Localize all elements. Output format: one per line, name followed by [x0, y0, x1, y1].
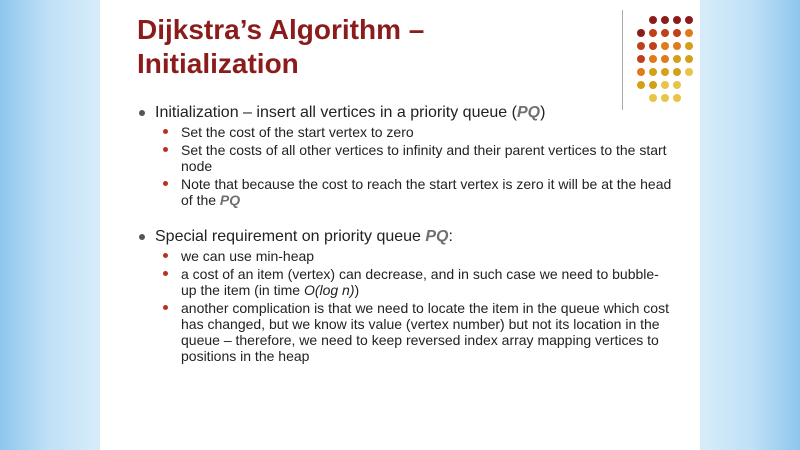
decorative-dot — [661, 81, 669, 89]
decorative-dot — [637, 29, 645, 37]
decorative-dot — [673, 16, 681, 24]
decorative-dot — [637, 42, 645, 50]
sub-bullet-head-of-pq: Note that because the cost to reach the start vertex is zero it will be at the head of the PQ — [133, 176, 673, 208]
sub-bullet-start-cost: Set the cost of the start vertex to zero — [133, 124, 673, 140]
decorative-dot — [637, 55, 645, 63]
decorative-dot — [649, 16, 657, 24]
decorative-dot — [685, 55, 693, 63]
decorative-dot — [649, 29, 657, 37]
bullet-list — [133, 103, 673, 364]
decorative-dot — [637, 68, 645, 76]
decorative-dot — [673, 29, 681, 37]
decorative-dot — [637, 81, 645, 89]
decorative-dot — [673, 55, 681, 63]
sub-bullet-other-costs: Set the costs of all other vertices to infinity and their parent vertices to the start node — [133, 142, 673, 174]
bullet-special-requirement: Special requirement on priority queue PQ: — [133, 227, 673, 246]
decorative-dot — [685, 16, 693, 24]
slide — [100, 0, 700, 450]
slide-title-line-1: Dijkstra’s Algorithm – — [137, 14, 425, 45]
sub-bullet-reverse-index: another complication is that we need to locate the item in the queue which cost has changed, but we know its value (vertex number) but not its location in the queue – therefore, we need to keep reversed index array mapping vertices to positions in the heap — [133, 300, 673, 364]
decorative-dot — [649, 81, 657, 89]
decorative-dot — [649, 55, 657, 63]
sub-bullet-min-heap: we can use min-heap — [133, 248, 673, 264]
decorative-dot — [673, 81, 681, 89]
decorative-dot — [661, 42, 669, 50]
decorative-dot — [661, 16, 669, 24]
decorative-dot — [673, 68, 681, 76]
decorative-dot — [649, 94, 657, 102]
decorative-dot-grid — [100, 0, 700, 120]
decorative-dot — [673, 42, 681, 50]
decorative-dot — [661, 29, 669, 37]
decorative-dot — [685, 29, 693, 37]
decorative-dot — [685, 42, 693, 50]
bullet-initialization: Initialization – insert all vertices in a priority queue (PQ) — [133, 103, 673, 122]
decorative-dot — [685, 68, 693, 76]
slide-title-line-2: Initialization — [137, 48, 299, 79]
decorative-dot — [661, 55, 669, 63]
decorative-dot — [661, 94, 669, 102]
decorative-dot — [661, 68, 669, 76]
decorative-dot — [649, 68, 657, 76]
sub-bullet-bubble-up: a cost of an item (vertex) can decrease, and in such case we need to bubble-up the item (in time O(log n)) — [133, 266, 673, 298]
decorative-dot — [649, 42, 657, 50]
decorative-dot — [673, 94, 681, 102]
